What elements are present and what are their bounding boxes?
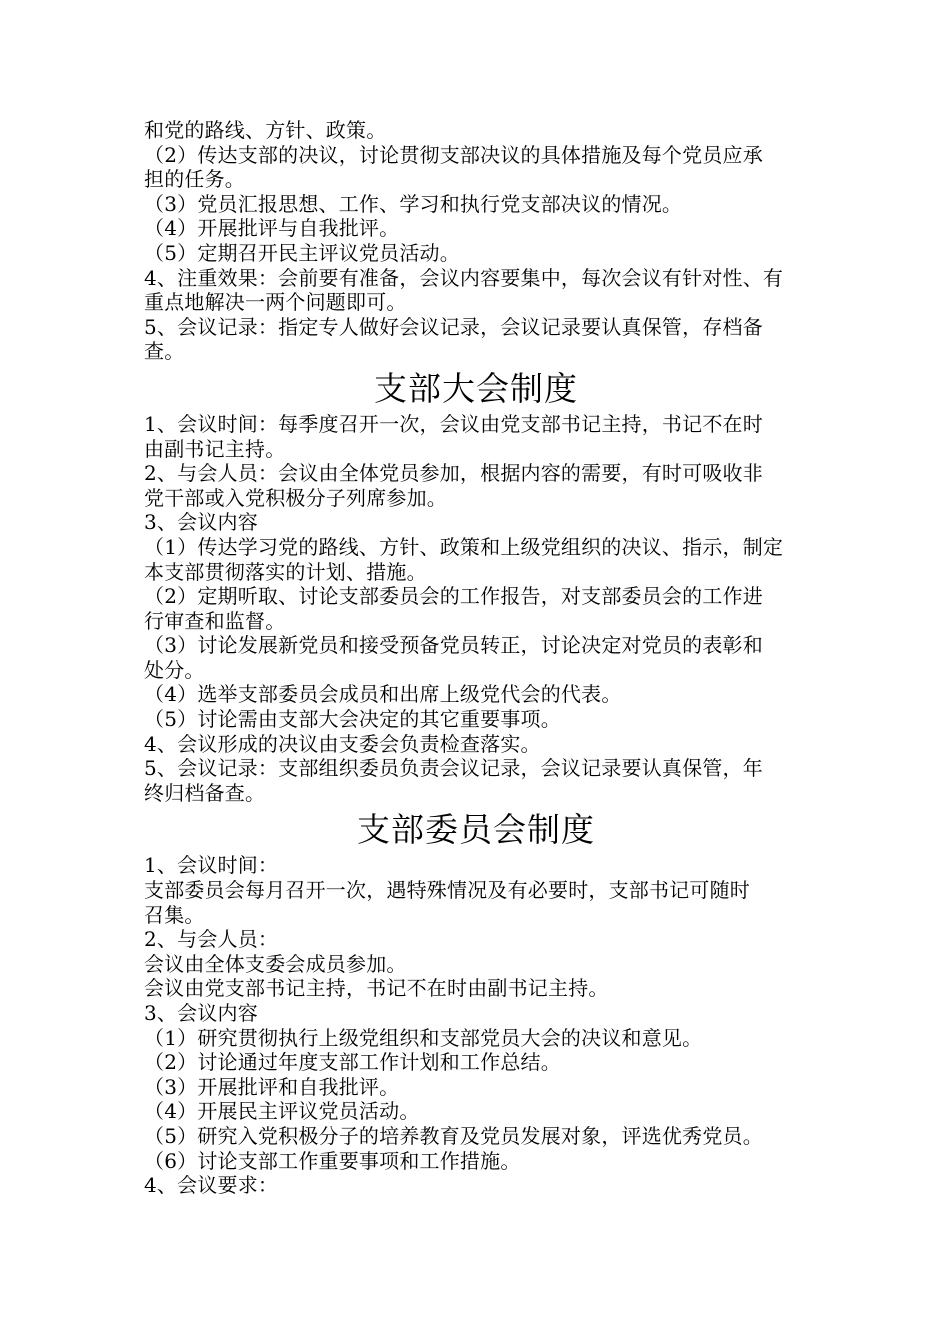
text-line: （1）研究贯彻执行上级党组织和支部党员大会的决议和意见。 <box>144 1025 703 1050</box>
text-line: （5）定期召开民主评议党员活动。 <box>144 240 460 265</box>
text-line: 查。 <box>144 339 185 364</box>
text-line: 和党的路线、方针、政策。 <box>144 118 387 142</box>
text-line: 5、会议记录：指定专人做好会议记录，会议记录要认真保管，存档备 <box>144 314 763 339</box>
text-line: 行审查和监督。 <box>144 608 286 633</box>
text-line: 5、会议记录：支部组织委员负责会议记录，会议记录要认真保管，年 <box>144 756 763 781</box>
text-line: 担的任务。 <box>144 167 245 192</box>
section-committee <box>144 810 808 1197</box>
text-line: 3、会议内容 <box>144 510 258 535</box>
section-general-meeting <box>144 369 808 806</box>
text-line: 重点地解决一两个问题即可。 <box>144 290 407 315</box>
text-line: （6）讨论支部工作重要事项和工作措施。 <box>144 1148 521 1173</box>
text-line: （4）选举支部委员会成员和出席上级党代会的代表。 <box>144 682 622 707</box>
text-line: 4、会议要求： <box>144 1173 279 1198</box>
section-intro <box>144 118 808 364</box>
text-line: （3）开展批评和自我批评。 <box>144 1074 400 1099</box>
text-line: 党干部或入党积极分子列席参加。 <box>144 485 447 510</box>
text-line: 4、注重效果：会前要有准备，会议内容要集中，每次会议有针对性、有 <box>144 265 784 290</box>
text-line: （2）定期听取、讨论支部委员会的工作报告，对支部委员会的工作进 <box>144 584 763 609</box>
text-line: （1）传达学习党的路线、方针、政策和上级党组织的决议、指示，制定 <box>144 534 784 559</box>
document-page <box>144 118 808 1198</box>
text-line: （5）研究入党积极分子的培养教育及党员发展对象，评选优秀党员。 <box>144 1123 763 1148</box>
text-line: 3、会议内容 <box>144 1001 258 1025</box>
text-line: 本支部贯彻落实的计划、措施。 <box>144 559 427 584</box>
section-heading: 支部委员会制度 <box>357 810 595 850</box>
text-line: 终归档备查。 <box>144 780 266 805</box>
text-line: （3）党员汇报思想、工作、学习和执行党支部决议的情况。 <box>144 191 683 216</box>
text-line: 2、与会人员：会议由全体党员参加，根据内容的需要，有时可吸收非 <box>144 461 763 486</box>
text-line: 4、会议形成的决议由支委会负责检查落实。 <box>144 731 541 756</box>
text-line: 召集。 <box>144 902 205 927</box>
text-line: 会议由党支部书记主持，书记不在时由副书记主持。 <box>144 976 609 1001</box>
text-line: 1、会议时间：每季度召开一次，会议由党支部书记主持，书记不在时 <box>144 411 763 436</box>
text-line: 支部委员会每月召开一次，遇特殊情况及有必要时，支部书记可随时 <box>144 878 750 903</box>
text-line: 会议由全体支委会成员参加。 <box>144 951 407 976</box>
text-line: （4）开展民主评议党员活动。 <box>144 1099 420 1124</box>
text-line: （5）讨论需由支部大会决定的其它重要事项。 <box>144 707 561 732</box>
text-line: （2）讨论通过年度支部工作计划和工作总结。 <box>144 1050 561 1075</box>
text-line: 1、会议时间： <box>144 853 279 878</box>
text-line: （2）传达支部的决议，讨论贯彻支部决议的具体措施及每个党员应承 <box>144 142 763 167</box>
text-line: 2、与会人员： <box>144 927 279 952</box>
text-line: （4）开展批评与自我批评。 <box>144 216 400 241</box>
text-line: （3）讨论发展新党员和接受预备党员转正，讨论决定对党员的表彰和 <box>144 633 763 658</box>
section-heading: 支部大会制度 <box>374 368 578 408</box>
text-line: 处分。 <box>144 657 205 682</box>
text-line: 由副书记主持。 <box>144 436 286 461</box>
